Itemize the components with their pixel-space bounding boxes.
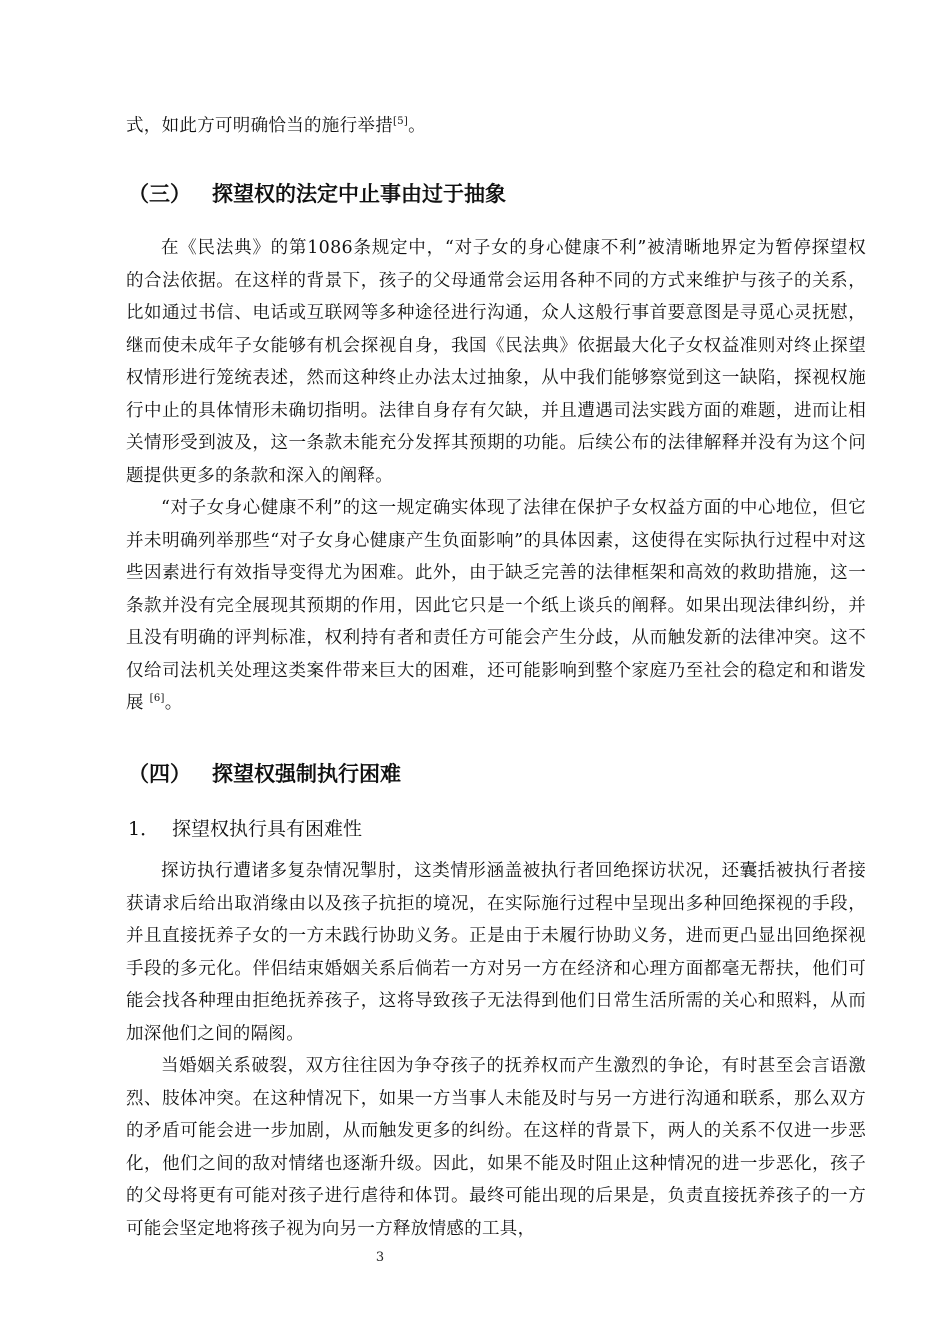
subsection-1-title: 探望权执行具有困难性: [172, 818, 363, 840]
section-3-paragraph-1: 在《民法典》的第1086条规定中，“对子女的身心健康不利”被清晰地界定为暂停探望权的合法依据。在这样的背景下，孩子的父母通常会运用各种不同的方式来维护与孩子的关系，比如通过书信、电话或互联网等多种途径进行沟通，众人这般行事首要意图是寻觅心灵抚慰，继而使未成年子女能够有机会探视自身，我国《民法典》依据最大化子女权益准则对终止探望权情形进行笼统表述，然而这种终止办法太过抽象，从中我们能够察觉到这一缺陷，探视权施行中止的具体情形未确切指明。法律自身存有欠缺，并且遭遇司法实践方面的难题，进而让相关情形受到波及，这一条款未能充分发挥其预期的功能。后续公布的法律解释并没有为这个问题提供更多的条款和深入的阐释。: [126, 238, 866, 486]
section-4-paragraph-2: 当婚姻关系破裂，双方往往因为争夺孩子的抚养权而产生激烈的争论，有时甚至会言语激烈、肢体冲突。在这种情况下，如果一方当事人未能及时与另一方进行沟通和联系，那么双方的矛盾可能会进一步加剧，从而触发更多的纠纷。在这样的背景下，两人的关系不仅进一步恶化，他们之间的敌对情绪也逐渐升级。因此，如果不能及时阻止这种情况的进一步恶化，孩子的父母将更有可能对孩子进行虐待和体罚。最终可能出现的后果是，负责直接抚养孩子的一方可能会坚定地将孩子视为向另一方释放情感的工具，: [126, 1056, 866, 1239]
section-4-body: [126, 855, 866, 1245]
section-4-number: （四）: [128, 762, 191, 786]
continuation-text: 式，如此方可明确恰当的施行举措: [126, 116, 393, 136]
section-3-paragraph-2-end: 。: [164, 693, 183, 713]
section-3-body: [126, 232, 866, 720]
section-4-title: 探望权强制执行困难: [212, 762, 401, 786]
section-3-title: 探望权的法定中止事由过于抽象: [212, 182, 506, 206]
section-4-heading: [128, 760, 401, 788]
subsection-1-heading: [128, 816, 362, 842]
continuation-end: 。: [408, 116, 426, 136]
section-3-number: （三）: [128, 182, 191, 206]
section-3-heading: [128, 180, 506, 208]
subsection-1-number: 1．: [128, 818, 160, 840]
continuation-paragraph: [126, 110, 866, 143]
section-4-paragraph-1: 探访执行遭诸多复杂情况掣肘，这类情形涵盖被执行者回绝探访状况，还囊括被执行者接获请求后给出取消缘由以及孩子抗拒的境况，在实际施行过程中呈现出多种回绝探视的手段，并且直接抚养子女的一方未践行协助义务。正是由于未履行协助义务，进而更凸显出回绝探视手段的多元化。伴侣结束婚姻关系后倘若一方对另一方在经济和心理方面都毫无帮扶，他们可能会找各种理由拒绝抚养孩子，这将导致孩子无法得到他们日常生活所需的关心和照料，从而加深他们之间的隔阂。: [126, 861, 866, 1044]
page-number: 3: [375, 1250, 385, 1265]
section-3-paragraph-2: [126, 492, 866, 720]
citation-5[interactable]: [5]: [393, 116, 409, 127]
citation-6[interactable]: [6]: [149, 693, 165, 704]
section-3-paragraph-2-text: “对子女身心健康不利”的这一规定确实体现了法律在保护子女权益方面的中心地位，但它并未明确列举那些“对子女身心健康产生负面影响”的具体因素，这使得在实际执行过程中对这些因素进行有效指导变得尤为困难。此外，由于缺乏完善的法律框架和高效的救助措施，这一条款并没有完全展现其预期的作用，因此它只是一个纸上谈兵的阐释。如果出现法律纠纷，并且没有明确的评判标准，权利持有者和责任方可能会产生分歧，从而触发新的法律冲突。这不仅给司法机关处理这类案件带来巨大的困难，还可能影响到整个家庭乃至社会的稳定和和谐发展: [126, 498, 866, 713]
